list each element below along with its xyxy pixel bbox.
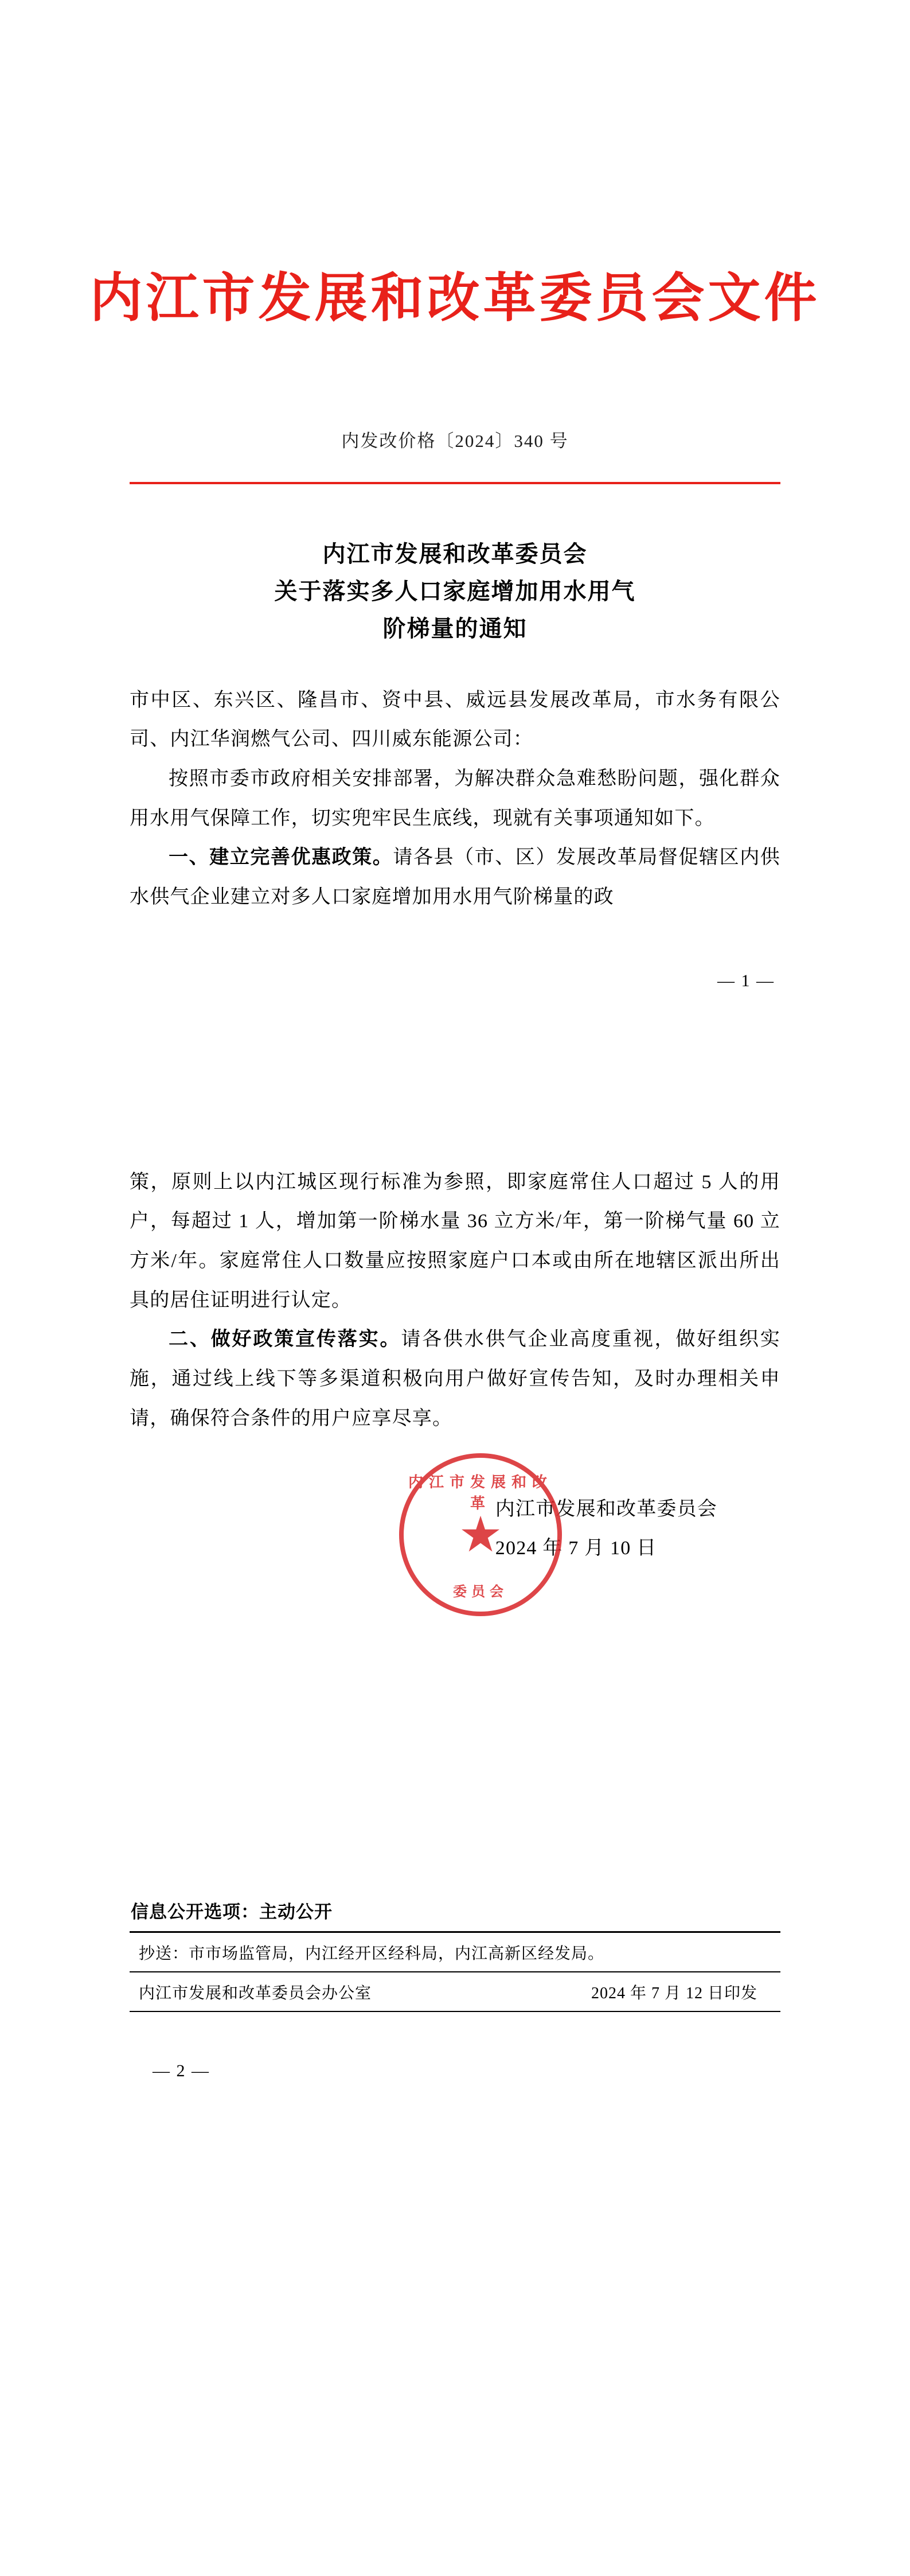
- signature-org: 内江市发展和改革委员会: [495, 1499, 717, 1520]
- subject-line-1: 内江市发展和改革委员会: [322, 541, 588, 567]
- paragraph-item-1-cont: 策，原则上以内江城区现行标准为参照，即家庭常住人口超过 5 人的用户，每超过 1 人，增加第一阶梯水量 36 立方米/年，第一阶梯气量 60 立方米/年。家庭常住人口数量应按照家庭户口本或由所在地辖区派出所出具的居住证明进行认定。: [130, 1171, 780, 1311]
- document-subject: [130, 536, 780, 647]
- footer-print-date: 2024 年 7 月 12 日印发: [591, 1984, 757, 2003]
- paragraph-item-2-lead: 二、做好政策宣传落实。: [169, 1329, 401, 1351]
- signature-lines: [495, 1490, 717, 1568]
- footer-issuer-row: [130, 1972, 780, 2011]
- subject-line-3: 阶梯量的通知: [382, 615, 528, 641]
- paragraph-item-1-lead: 一、建立完善优惠政策。: [169, 847, 393, 869]
- signature-block: [130, 1469, 780, 1613]
- document-header: [0, 0, 910, 484]
- seal-star-icon: ★: [458, 1507, 503, 1563]
- paragraph-item-2-text: 请各供水供气企业高度重视，做好组织实施，通过线上线下等多渠道积极向用户做好宣传告知，及时办理相关申请，确保符合条件的用户应享尽享。: [130, 1329, 781, 1429]
- seal-bottom-text: 委员会: [453, 1585, 508, 1600]
- paragraph-item-1: [130, 838, 780, 917]
- paragraph-item-2: [130, 1320, 780, 1438]
- header-red-rule: [130, 482, 780, 484]
- paragraph-item-1-text: 请各县（市、区）发展改革局督促辖区内供水供气企业建立对多人口家庭增加用水用气阶梯量的政: [130, 847, 780, 908]
- document-body: [130, 536, 780, 1613]
- footer-rule-bottom: [130, 2011, 780, 2012]
- paragraph-intro: 按照市委市政府相关安排部署，为解决群众急难愁盼问题，强化群众用水用气保障工作，切实兜牢民生底线，现就有关事项通知如下。: [130, 768, 780, 829]
- subject-line-2: 关于落实多人口家庭增加用水用气: [274, 578, 636, 604]
- signature-date: 2024 年 7 月 10 日: [495, 1538, 657, 1559]
- footer-cc-line: 抄送：市市场监管局，内江经开区经科局，内江高新区经发局。: [139, 1945, 605, 1963]
- disclosure-option: 信息公开选项：主动公开: [131, 1902, 333, 1923]
- footer-issuer: 内江市发展和改革委员会办公室: [139, 1984, 372, 2003]
- page-number-1: — 1 —: [717, 971, 775, 990]
- document-footer: [130, 1613, 780, 2081]
- recipients-line: 市中区、东兴区、隆昌市、资中县、威远县发展改革局，市水务有限公司、内江华润燃气公司、四川威东能源公司：: [130, 689, 780, 750]
- page-break-gap: [130, 991, 780, 1163]
- document-number: 内发改价格〔2024〕340 号: [341, 431, 569, 452]
- page-number-2: — 2 —: [153, 2061, 210, 2081]
- seal-top-text: 内江市发展和改革: [408, 1474, 553, 1512]
- masthead-title: 内江市发展和改革委员会文件: [89, 269, 821, 328]
